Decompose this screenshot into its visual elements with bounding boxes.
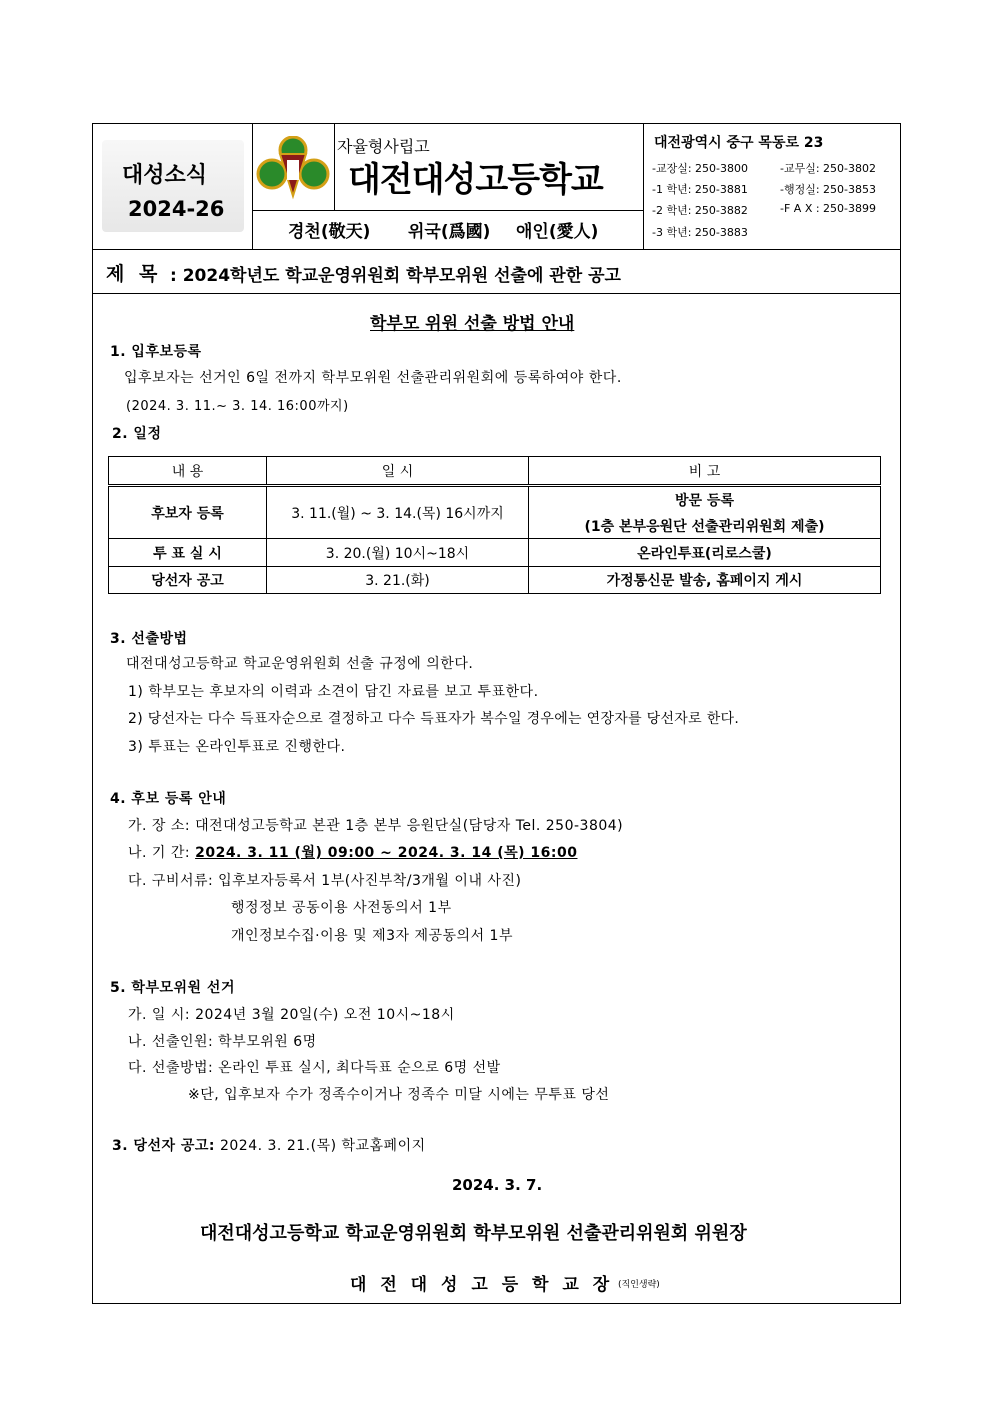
school-logo [256, 136, 330, 200]
section-title: 5. 학부모위원 선거 [110, 980, 235, 996]
seal-note: (직인생략) [618, 1280, 660, 1290]
text-line: 2) 당선자는 다수 득표자순으로 결정하고 다수 득표자가 복수일 경우에는 연장자를 당선자로 한다. [128, 711, 740, 727]
contact: -1 학년: 250-3881 [652, 183, 748, 196]
motto-1: 경천(敬天) [288, 222, 371, 242]
committee-signature: 대전대성고등학교 학교운영위원회 학부모위원 선출관리위원회 위원장 [200, 1223, 747, 1244]
text-line: 다. 선출방법: 온라인 투표 실시, 최다득표 순으로 6명 선발 [128, 1060, 501, 1076]
divider [252, 210, 643, 211]
subject-label: 제 목 [106, 263, 162, 285]
table-cell: 당선자 공고 [109, 567, 267, 594]
school-name: 대전대성고등학교 [348, 160, 603, 200]
section-title: 2. 일정 [112, 426, 162, 442]
table-header: 비 고 [529, 457, 881, 486]
divider [92, 249, 901, 250]
divider [92, 293, 901, 294]
table-cell: 후보자 등록 [109, 486, 267, 539]
contact: -F A X : 250-3899 [780, 202, 877, 215]
table-cell: 3. 11.(월) ~ 3. 14.(목) 16시까지 [267, 486, 529, 539]
doc-heading: 학부모 위원 선출 방법 안내 [370, 314, 575, 334]
table-cell: 3. 21.(화) [267, 567, 529, 594]
table-header: 일 시 [267, 457, 529, 486]
text-line: 대전대성고등학교 학교운영위원회 선출 규정에 의한다. [126, 656, 474, 672]
text-line [128, 842, 577, 862]
contact: -교장실: 250-3800 [652, 162, 749, 175]
text-line: 나. 선출인원: 학부모위원 6명 [128, 1034, 317, 1050]
table-row [109, 539, 881, 567]
contact: -행정실: 250-3853 [780, 183, 877, 196]
text-line: 가. 일 시: 2024년 3월 20일(수) 오전 10시~18시 [128, 1007, 455, 1023]
issue-number: 2024-26 [128, 197, 225, 221]
text-line [112, 1135, 426, 1155]
section-title: 3. 선출방법 [110, 631, 188, 647]
cell-line: 방문 등록 [675, 492, 734, 509]
table-header: 내 용 [109, 457, 267, 486]
divider [252, 123, 253, 249]
school-type: 자율형사립고 [337, 137, 430, 156]
newsletter-title: 대성소식 [122, 163, 208, 188]
table-cell [529, 486, 881, 539]
registration-period: 2024. 3. 11 (월) 09:00 ~ 2024. 3. 14 (목) 16:00 [195, 845, 578, 861]
table-cell: 온라인투표(리로스쿨) [529, 539, 881, 567]
text-line: 행정정보 공동이용 사전동의서 1부 [231, 900, 452, 916]
schedule-table [108, 456, 881, 594]
table-cell: 3. 20.(월) 10시~18시 [267, 539, 529, 567]
motto-2: 위국(爲國) [408, 222, 491, 242]
contact: -3 학년: 250-3883 [652, 226, 748, 239]
announcement: 2024. 3. 21.(목) 학교홈페이지 [215, 1138, 426, 1154]
text-line: 개인정보수집·이용 및 제3자 제공동의서 1부 [231, 928, 513, 944]
divider [643, 123, 644, 249]
address: 대전광역시 중구 목동로 23 [654, 135, 824, 151]
divider [334, 123, 335, 210]
table-cell: 투 표 실 시 [109, 539, 267, 567]
text-line: 1) 학부모는 후보자의 이력과 소견이 담긴 자료를 보고 투표한다. [128, 684, 539, 700]
section-title: 1. 입후보등록 [110, 344, 202, 360]
section-title: 3. 당선자 공고: [112, 1138, 216, 1154]
table-cell: 가정통신문 발송, 홈페이지 게시 [529, 567, 881, 594]
table-row [109, 486, 881, 539]
text-line: ※단, 입후보자 수가 정족수이거나 정족수 미달 시에는 무투표 당선 [188, 1087, 610, 1103]
section-title: 4. 후보 등록 안내 [110, 791, 227, 807]
text-line: 가. 장 소: 대전대성고등학교 본관 1층 본부 응원단실(담당자 Tel. 250-3804) [128, 818, 624, 834]
principal-signature: 대 전 대 성 고 등 학 교 장 [350, 1275, 614, 1295]
motto-3: 애인(愛人) [516, 222, 599, 242]
contact: -2 학년: 250-3882 [652, 204, 748, 217]
table-row [109, 567, 881, 594]
contact: -교무실: 250-3802 [780, 162, 877, 175]
text-line: 다. 구비서류: 입후보자등록서 1부(사진부착/3개월 이내 사진) [128, 873, 522, 889]
subject-text: : 2024학년도 학교운영위원회 학부모위원 선출에 관한 공고 [170, 266, 621, 286]
text-line: 3) 투표는 온라인투표로 진행한다. [128, 739, 346, 755]
cell-line: (1층 본부응원단 선출관리위원회 제출) [584, 518, 825, 535]
document-date: 2024. 3. 7. [452, 1176, 543, 1194]
label: 나. 기 간: [128, 845, 196, 861]
text-line: (2024. 3. 11.~ 3. 14. 16:00까지) [126, 399, 349, 414]
text-line: 입후보자는 선거인 6일 전까지 학부모위원 선출관리위원회에 등록하여야 한다. [124, 370, 622, 386]
